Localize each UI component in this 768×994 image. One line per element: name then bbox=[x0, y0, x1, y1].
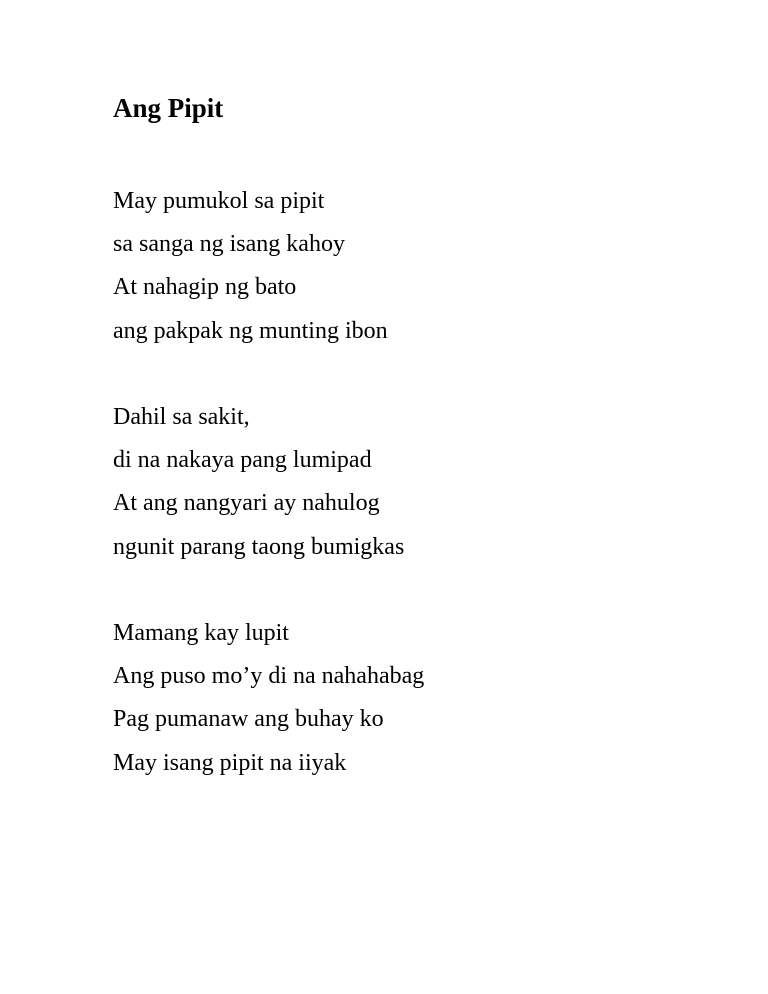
poem-line: At ang nangyari ay nahulog bbox=[113, 490, 380, 517]
poem-line: Ang puso mo’y di na nahahabag bbox=[113, 663, 425, 690]
stanza-2 bbox=[113, 396, 404, 569]
poem-title: Ang Pipit bbox=[113, 93, 224, 123]
poem-line: Dahil sa sakit, bbox=[113, 404, 250, 430]
poem-line: ngunit parang taong bumigkas bbox=[113, 533, 405, 560]
poem-line: sa sanga ng isang kahoy bbox=[113, 231, 345, 258]
poem-line: Pag pumanaw ang buhay ko bbox=[113, 706, 384, 733]
poem-line: May pumukol sa pipit bbox=[113, 188, 325, 214]
poem-line: Mamang kay lupit bbox=[113, 620, 289, 646]
poem-line: May isang pipit na iiyak bbox=[113, 749, 347, 776]
poem-line: At nahagip ng bato bbox=[113, 274, 297, 301]
stanza-3 bbox=[113, 612, 424, 785]
poem-line: di na nakaya pang lumipad bbox=[113, 447, 372, 474]
stanza-1 bbox=[113, 180, 388, 353]
poem-line: ang pakpak ng munting ibon bbox=[113, 317, 388, 344]
